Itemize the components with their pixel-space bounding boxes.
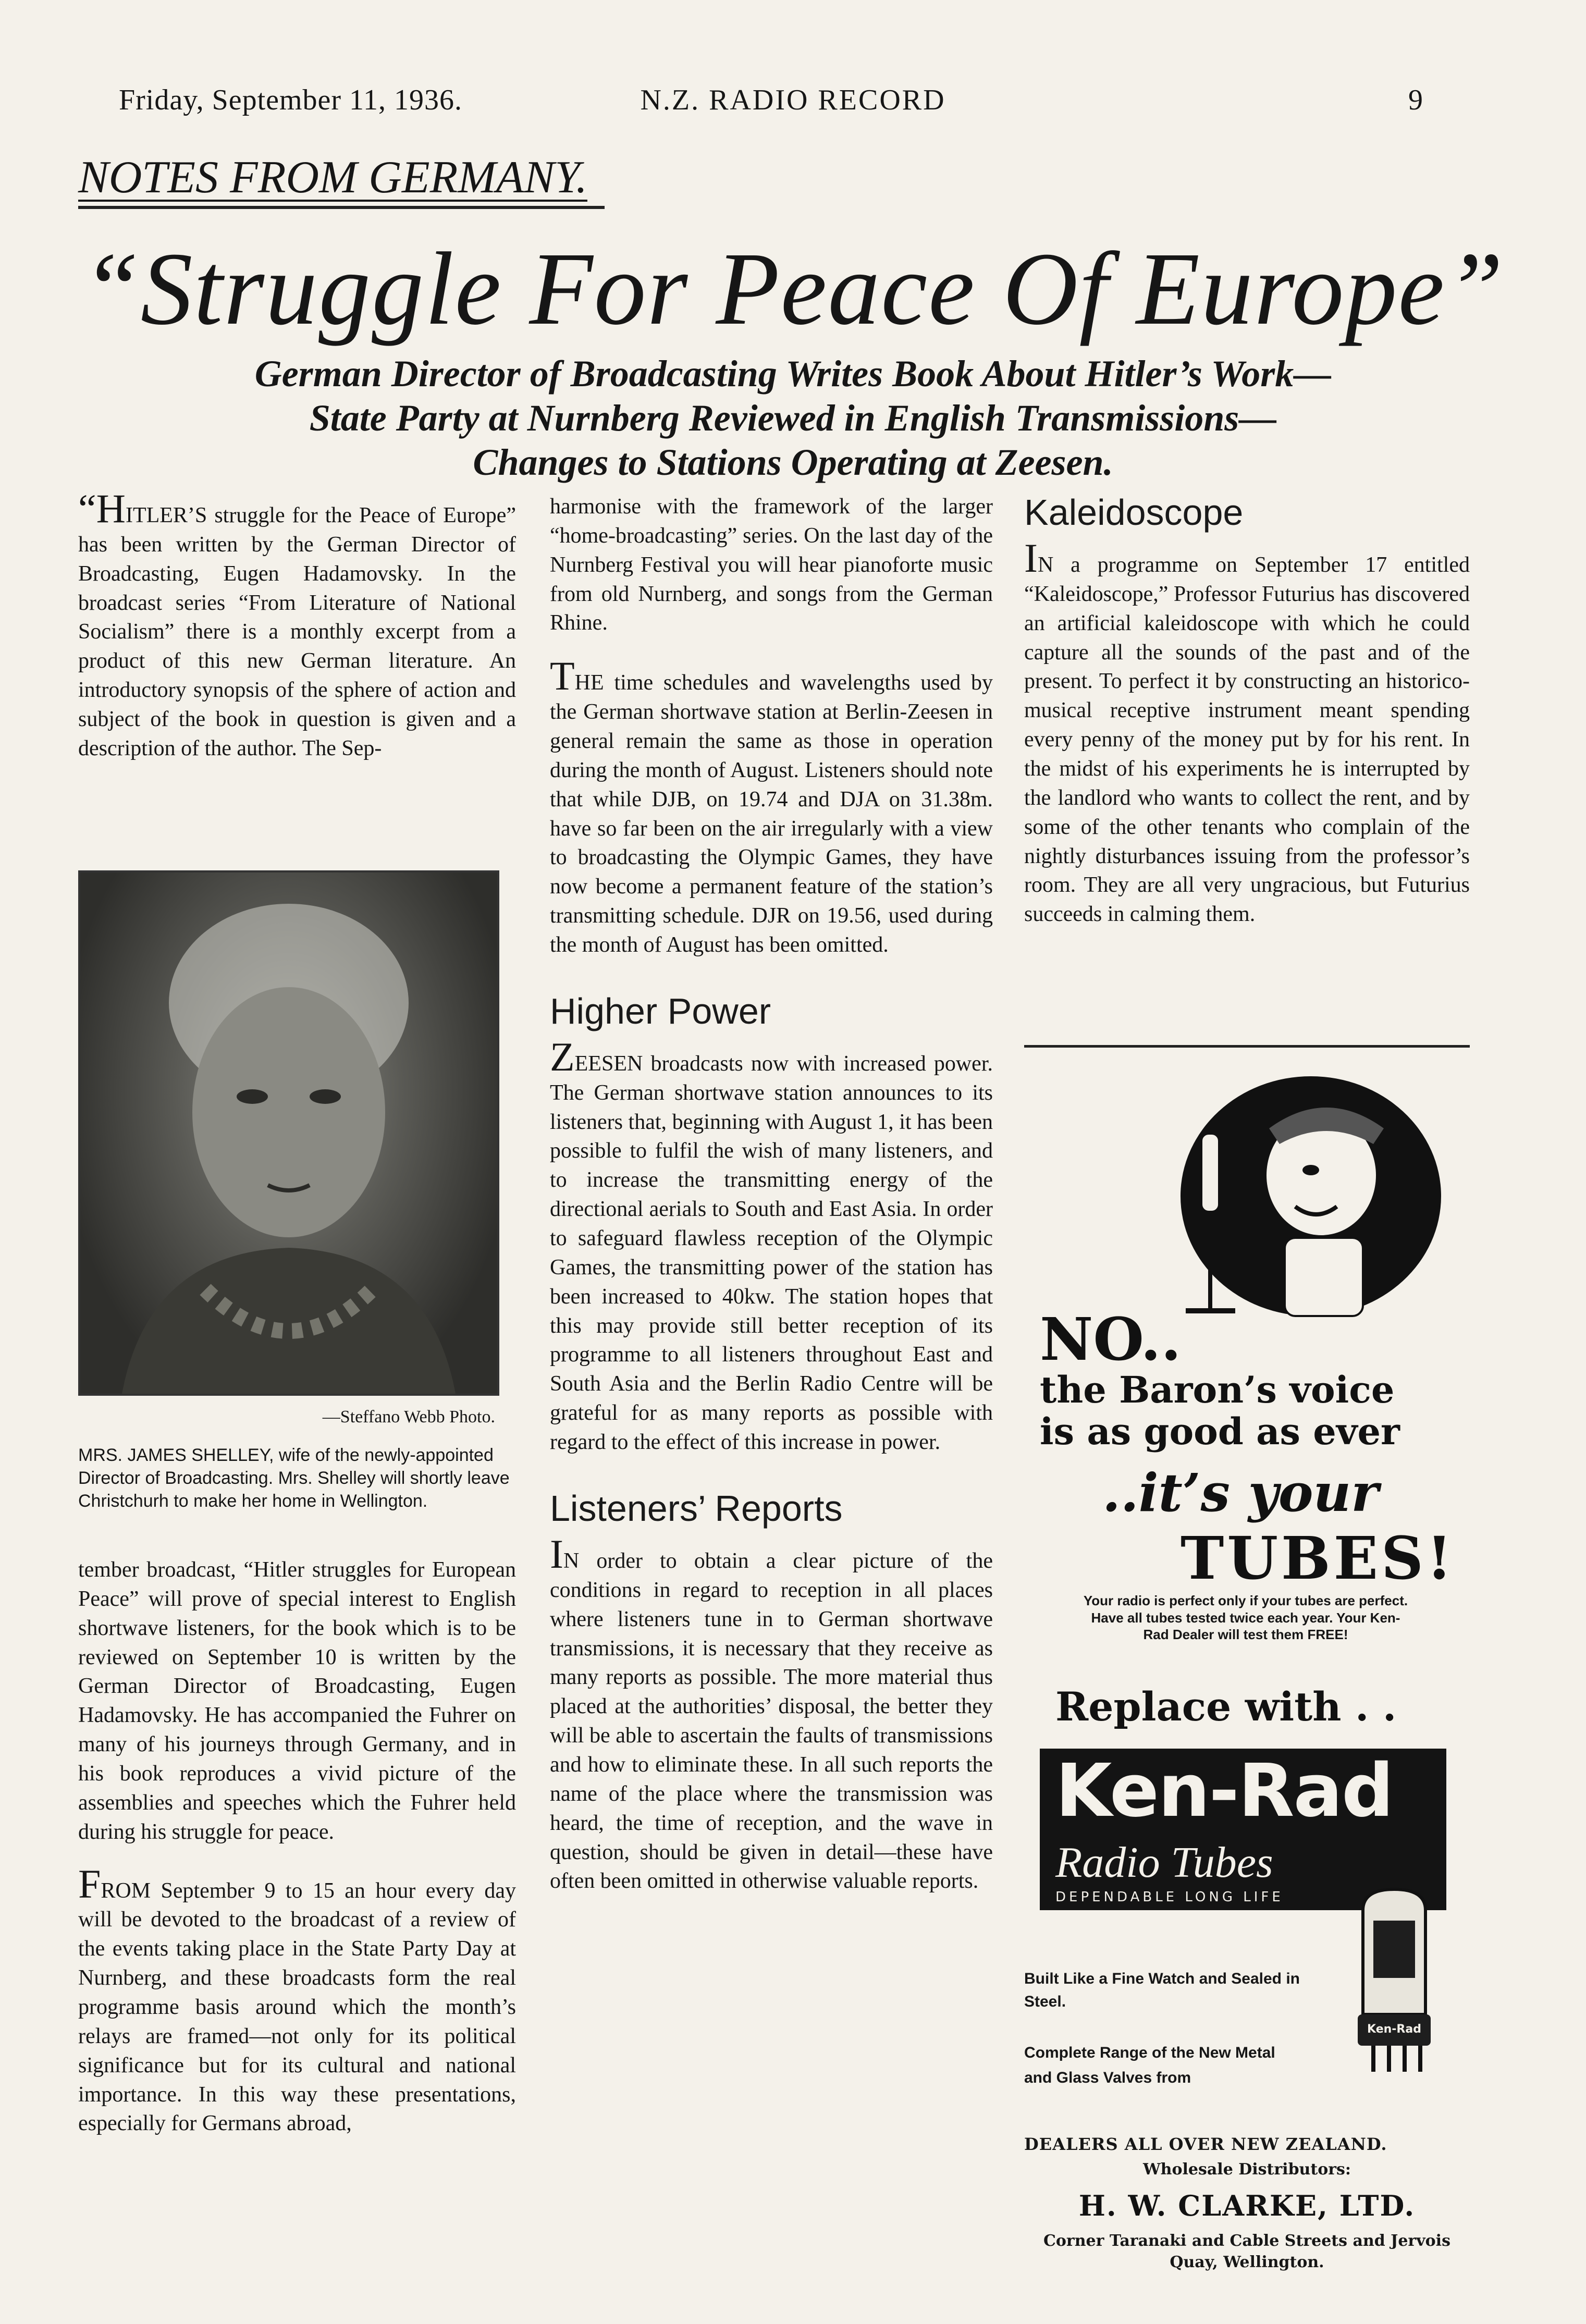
ad-dealers: DEALERS ALL OVER NEW ZEALAND.: [1024, 2134, 1387, 2154]
publication-name: N.Z. RADIO RECORD: [640, 84, 946, 116]
subhead-higher-power: Higher Power: [550, 990, 771, 1031]
deck: [52, 352, 1534, 485]
page-number: 9: [1408, 84, 1423, 116]
drop-cap: I: [550, 1531, 563, 1577]
ad-top-rule: [1024, 1045, 1470, 1048]
drop-cap: Z: [550, 1034, 575, 1079]
ad-distributor: H. W. CLARKE, LTD.: [1078, 2189, 1416, 2222]
column-three: [1024, 493, 1470, 929]
kenrad-tagline: DEPENDABLE LONG LIFE: [1055, 1889, 1284, 1905]
kenrad-sub: Radio Tubes: [1055, 1838, 1273, 1887]
continuation-paragraph: [78, 1556, 516, 2138]
drop-cap: F: [78, 1861, 101, 1907]
ad-small-print: Your radio is perfect only if your tubes are perfect. Have all tubes tested twice each year. Your Ken-Rad Dealer will test them FREE!: [1083, 1593, 1408, 1642]
drop-cap: I: [1024, 535, 1038, 581]
lead-paragraph: [78, 486, 516, 764]
subhead-listeners-reports: Listeners’ Reports: [550, 1487, 843, 1529]
nurnberg-text: ROM September 9 to 15 an hour every day will be devoted to the broadcast of a review of the events taking place in the State Party Day at Nurnberg, and these broadcasts form the real programme basis around which the month’s relays are framed—not only for its political significance but for its cultural and national importance. In this way these presentations, especially for Germans abroad,: [78, 1878, 516, 2136]
ad-its-your: ..it’s your: [1102, 1462, 1379, 1523]
column-two: [550, 493, 993, 1896]
deck-line: Changes to Stations Operating at Zeesen.: [473, 441, 1113, 483]
ad-wholesale: Wholesale Distributors:: [1142, 2160, 1351, 2179]
kicker-rule: [78, 206, 605, 209]
ad-address: Corner Taranaki and Cable Streets and Jervois Quay, Wellington.: [1043, 2232, 1450, 2271]
ad-line-good-as-ever: is as good as ever: [1040, 1410, 1400, 1453]
radio-valve-icon: [1342, 1879, 1446, 2077]
issue-date: Friday, September 11, 1936.: [119, 84, 462, 116]
section-kicker: NOTES FROM GERMANY.: [78, 152, 587, 203]
ad-range: Complete Range of the New Metal and Glass Valves from: [1024, 2044, 1275, 2086]
deck-line: State Party at Nurnberg Reviewed in English Transmissions—: [309, 397, 1277, 439]
deck-line: German Director of Broadcasting Writes Book About Hitler’s Work—: [254, 353, 1332, 395]
kaleidoscope-text: N a programme on September 17 entitled “Kaleidoscope,” Professor Futurius has discovered an artificial kaleidoscope with which he could capture all the sounds of the past and of the present. To perfect it by constructing an historico-musical receptive instrument meant spending every penny of the money put by for his rent. In the midst of his experiments he is interrupted by the landlord who wants to collect the rent, and by some of the other tenants who complain of the nightly disturbances issuing from the professor’s room. They are all very ungracious, but Futurius succeeds in calming them.: [1024, 553, 1470, 927]
kenrad-advertisement: [1024, 1045, 1470, 2317]
portrait-photo: [78, 870, 499, 1396]
valve-label: Ken-Rad: [1367, 2023, 1421, 2036]
drop-cap: “H: [78, 486, 126, 531]
headline: “Struggle For Peace Of Europe”: [81, 231, 1505, 347]
listeners-text: N order to obtain a clear picture of the conditions in regard to reception in all places where listeners tune in to German shortwave transmissions, it is necessary that they receive as many reports as possible. The more material thus placed at the authorities’ disposal, the better they will be able to ascertain the faults of transmissions and how to eliminate these. In all such reports the name of the place where the transmission was heard, the time of reception, and the wave in question, should be given in detail—these have often been omitted in otherwise valuable reports.: [550, 1548, 993, 1893]
ad-built-like: Built Like a Fine Watch and Sealed in Steel.: [1024, 1970, 1300, 2010]
ad-replace-with: Replace with . .: [1055, 1683, 1397, 1730]
drop-cap: T: [550, 653, 575, 699]
ad-line-barons-voice: the Baron’s voice: [1040, 1368, 1395, 1411]
ad-no: NO..: [1040, 1306, 1182, 1374]
subhead-kaleidoscope: Kaleidoscope: [1024, 492, 1244, 533]
higher-power-text: EESEN broadcasts now with increased power. The German shortwave station announces to its listeners that, beginning with August 1, it has been possible to fulfil the wish of many listeners, and to increase the transmitting energy of the directional aerials to South and East Asia. In order to safeguard flawless reception of the Olympic Games, the transmitting power of the station has been increased to 40kw. The station hopes that this may provide still better reception of its programme to all listeners throughout East and South Asia and the Berlin Radio Centre will be grateful for as many reports as possible with regard to the effect of this increase in power.: [550, 1051, 993, 1455]
ad-tubes: TUBES!: [1181, 1524, 1456, 1593]
kenrad-brand: Ken-Rad: [1055, 1749, 1393, 1834]
photo-credit: —Steffano Webb Photo.: [322, 1407, 495, 1427]
continuation-text: tember broadcast, “Hitler struggles for European Peace” will prove of special interest to English shortwave listeners, for the book which is to be reviewed on September 10 is written by the German Director of Broadcasting, Eugen Hadamovsky. He has accompanied the Fuhrer on many of his journeys through Germany, and in his book reproduces a vivid picture of the assemblies and speeches which the Fuhrer held during his struggle for peace.: [78, 1558, 516, 1844]
portrait-figure: [80, 872, 497, 1394]
schedule-text: HE time schedules and wavelengths used by the German shortwave station at Berlin-Zeesen in general remain the same as those in operation during the month of August. Listeners should note that while DJB, on 19.74 and DJA on 31.38m. have so far been on the air irregularly with a view to broadcasting the Olympic Games, they have now become a permanent feature of the station’s transmitting schedule. DJR on 19.56, used during the month of August has been omitted.: [550, 671, 993, 957]
lead-text: ITLER’S struggle for the Peace of Europe” has been written by the German Director of Broadcasting, Eugen Hadamovsky. In the broadcast series “From Literature of National Socialism” there is a monthly excerpt from a product of this new German literature. An introductory synopsis of the sphere of action and subject of the book in question is given and a description of the author. The Sep-: [78, 503, 516, 760]
photo-caption: MRS. JAMES SHELLEY, wife of the newly-appointed Director of Broadcasting. Mrs. Shelley will shortly leave Christchurh to make her home in Wellington.: [78, 1445, 510, 1511]
baron-cartoon-icon: [1139, 1066, 1452, 1337]
harmonise-text: harmonise with the framework of the larger “home-broadcasting” series. On the last day of the Nurnberg Festival you will hear pianoforte music from old Nurnberg, and songs from the German Rhine.: [550, 495, 993, 635]
